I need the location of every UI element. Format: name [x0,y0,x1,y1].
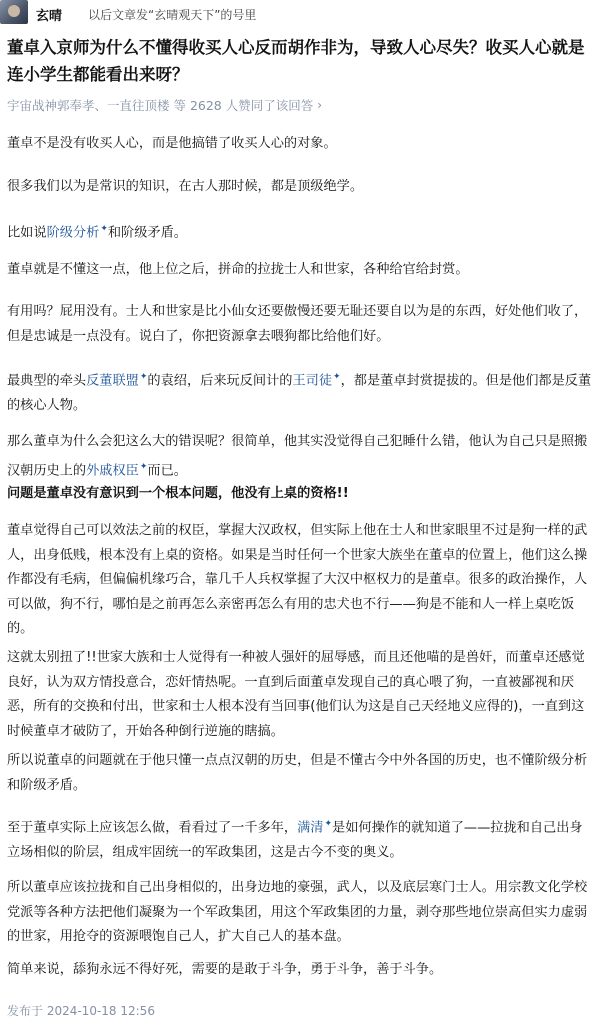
paragraph-12 [7,812,595,865]
paragraph-12-text-a: 至于董卓实际上应该怎么做，看看过了一千多年， [7,820,298,836]
paragraph-6-text-c: ，都是董卓封赏提拔的。但是他们都是反董的核心人物。 [7,373,592,413]
paragraph-11: 所以说董卓的问题就在于他只懂一点点汉朝的历史，但是不懂古今中外各国的历史，也不懂阶级分析和阶级矛盾。 [7,753,588,793]
paragraph-2: 很多我们以为是常识的知识，在古人那时候，都是顶级绝学。 [7,179,364,194]
paragraph-3-text-a: 比如说 [7,225,47,241]
link-plus-icon: ✦ [100,224,108,234]
link-plus-icon: ✦ [333,372,341,382]
chevron-right-icon: › [317,98,323,112]
avatar[interactable] [0,0,28,24]
link-wang-situ[interactable]: 王司徒 [292,373,333,389]
paragraph-13: 所以董卓应该拉拢和自己出身相似的，出身边地的豪强，武人，以及底层寒门士人。用宗教文化学校党派等各种方法把他们凝聚为一个军政集团，用这个军政集团的力量，剥夺那些地位崇高但实力虚弱的世家，用抢夺的资源喂饱自己人，扩大自己人的基本盘。 [7,880,588,944]
question-title[interactable]: 董卓入京师为什么不懂得收买人心反而胡作非为，导致人心尽失？收买人心就是连小学生都能看出来呀？ [7,38,585,84]
link-manqing[interactable]: 满清 [297,820,324,836]
paragraph-10: 这就太别扭了!!世家大族和士人觉得有一种被人强奸的屈辱感，而且还他喵的是兽奸，而董卓还感觉良好，认为双方情投意合，恋奸情热呢。一直到后面董卓发现自己的真心喂了狗，一直被鄙视和厌恶，所有的交换和付出，世家和士人根本没有当回事(他们认为这是自己天经地义应得的)，一直到这时候董卓才破防了，开始各种倒行逆施的瞎搞。 [7,650,585,739]
paragraph-4: 董卓就是不懂这一点，他上位之后，拼命的拉拢士人和世家，各种给官给封赏。 [7,262,469,277]
link-plus-icon: ✦ [139,372,148,382]
paragraph-1: 董卓不是没有收买人心，而是他搞错了收买人心的对象。 [7,136,337,151]
author-name[interactable]: 玄晴 [36,9,63,24]
paragraph-12-text-b: 是如何操作的就知道了——拉拢和自己出身立场相似的阶层，组成牢固统一的军政集团，这是古今不变的奥义。 [7,820,583,860]
paragraph-3-text-b: 和阶级矛盾。 [107,225,187,241]
author-bio: 以后文章发“玄晴观天下”的号里 [88,8,257,22]
link-waiqi-quanchen[interactable]: 外戚权臣 [86,462,139,478]
paragraph-6 [7,365,595,418]
author-bar [0,0,600,26]
paragraph-6-text-a: 最典型的牵头 [7,373,87,389]
link-class-analysis[interactable]: 阶级分析 [46,225,100,241]
paragraph-6-text-b: 的袁绍，后来玩反间计的 [147,373,293,389]
link-plus-icon: ✦ [139,461,148,472]
paragraph-3 [7,217,187,246]
link-plus-icon: ✦ [324,819,333,829]
agree-text: 宇宙战神郭奉孝、一直往顶楼 等 2628 人赞同了该回答 [7,98,314,113]
publish-time: 发布于 2024-10-18 12:56 [7,1004,155,1018]
paragraph-7 [7,430,595,483]
paragraph-5: 有用吗？屁用没有。士人和世家是比小仙女还要傲慢还要无耻还要自以为是的东西，好处他们收了，但是忠诚是一点没有。说白了，你把资源拿去喂狗都比给他们好。 [7,304,588,344]
agree-summary[interactable] [7,96,322,114]
paragraph-9: 董卓觉得自己可以效法之前的权臣，掌握大汉政权，但实际上他在士人和世家眼里不过是狗一样的武人，出身低贱，根本没有上桌的资格。如果是当时任何一个世家大族坐在董卓的位置上，他们这么操作都没有毛病，但偏偏机缘巧合，靠几千人兵权掌握了大汉中枢权力的是董卓。很多的政治操作，人可以做，狗不行，哪怕是之前再怎么亲密再怎么有用的忠犬也不行——狗是不能和人一样上桌吃饭的。 [7,523,588,636]
paragraph-7-text-b: 而已。 [147,462,187,478]
paragraph-8-emphasis: 问题是董卓没有意识到一个根本问题，他没有上桌的资格!! [7,486,349,501]
link-anti-dong-alliance[interactable]: 反董联盟 [86,373,139,389]
paragraph-7-text-a: 那么董卓为什么会犯这么大的错误呢？很简单，他其实没觉得自己犯睡什么错，他认为自己只是照搬汉朝历史上的 [7,434,588,478]
paragraph-14: 简单来说，舔狗永远不得好死，需要的是敢于斗争，勇于斗争，善于斗争。 [7,962,443,977]
